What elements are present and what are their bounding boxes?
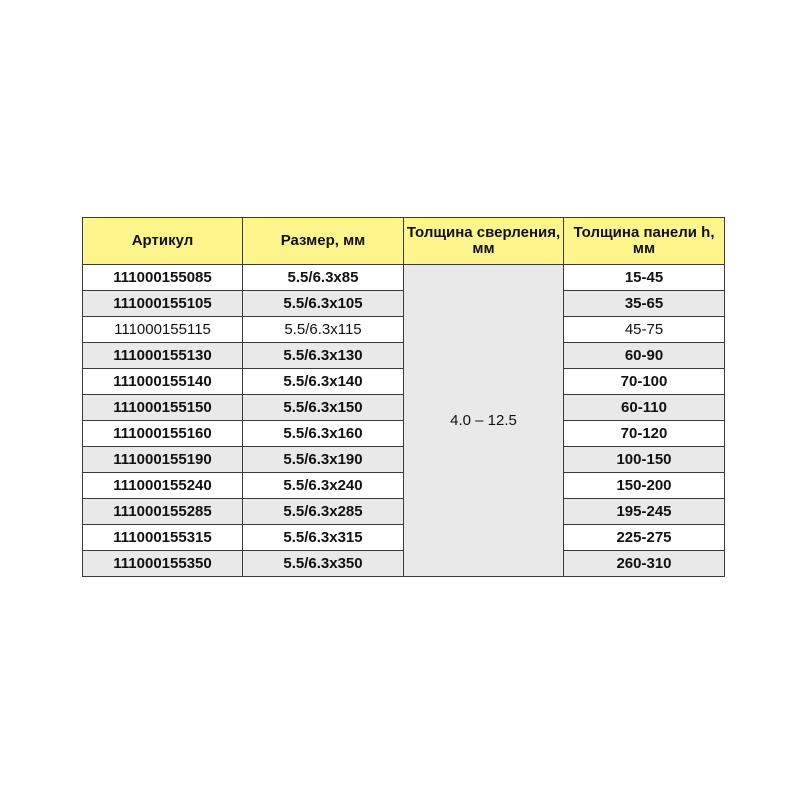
cell-panel-thickness: 225-275 (564, 525, 725, 551)
cell-size: 5.5/6.3x105 (243, 291, 404, 317)
cell-panel-thickness: 70-120 (564, 421, 725, 447)
cell-article: 111000155150 (83, 395, 243, 421)
cell-article: 111000155115 (83, 317, 243, 343)
cell-article: 111000155085 (83, 265, 243, 291)
cell-size: 5.5/6.3x240 (243, 473, 404, 499)
cell-article: 111000155130 (83, 343, 243, 369)
cell-size: 5.5/6.3x130 (243, 343, 404, 369)
table-row (83, 265, 725, 291)
cell-article: 111000155315 (83, 525, 243, 551)
cell-panel-thickness: 35-65 (564, 291, 725, 317)
table-header (83, 218, 725, 265)
cell-article: 111000155240 (83, 473, 243, 499)
cell-panel-thickness: 15-45 (564, 265, 725, 291)
cell-size: 5.5/6.3x150 (243, 395, 404, 421)
header-size: Размер, мм (243, 218, 404, 265)
cell-size: 5.5/6.3x315 (243, 525, 404, 551)
cell-panel-thickness: 100-150 (564, 447, 725, 473)
cell-panel-thickness: 195-245 (564, 499, 725, 525)
header-row (83, 218, 725, 265)
cell-panel-thickness: 60-90 (564, 343, 725, 369)
cell-size: 5.5/6.3x285 (243, 499, 404, 525)
cell-panel-thickness: 260-310 (564, 551, 725, 577)
table-body (83, 265, 725, 577)
header-article: Артикул (83, 218, 243, 265)
cell-panel-thickness: 150-200 (564, 473, 725, 499)
cell-article: 111000155140 (83, 369, 243, 395)
cell-size: 5.5/6.3x160 (243, 421, 404, 447)
cell-panel-thickness: 70-100 (564, 369, 725, 395)
cell-article: 111000155160 (83, 421, 243, 447)
cell-article: 111000155105 (83, 291, 243, 317)
header-panel-thickness: Толщина панели h, мм (564, 218, 725, 265)
cell-panel-thickness: 60-110 (564, 395, 725, 421)
cell-size: 5.5/6.3x115 (243, 317, 404, 343)
spec-table (82, 217, 725, 577)
cell-size: 5.5/6.3x350 (243, 551, 404, 577)
cell-article: 111000155285 (83, 499, 243, 525)
header-drill-thickness: Толщина сверления, мм (404, 218, 564, 265)
cell-drill-thickness: 4.0 – 12.5 (404, 265, 564, 577)
cell-article: 111000155350 (83, 551, 243, 577)
cell-size: 5.5/6.3x85 (243, 265, 404, 291)
cell-size: 5.5/6.3x190 (243, 447, 404, 473)
cell-article: 111000155190 (83, 447, 243, 473)
cell-panel-thickness: 45-75 (564, 317, 725, 343)
cell-size: 5.5/6.3x140 (243, 369, 404, 395)
